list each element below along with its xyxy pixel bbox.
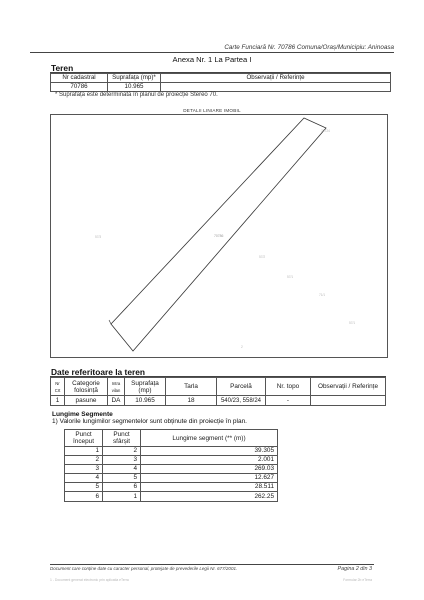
footer-divider (50, 564, 374, 565)
cell-end: 5 (103, 474, 141, 483)
table-row (65, 447, 278, 456)
sketch-title: DETALII LINIARE IMOBIL (183, 108, 241, 113)
cell-intra-vilan: DA (108, 396, 125, 406)
cell-start: 4 (65, 474, 103, 483)
col-observatii-ref: Observații / Referințe (311, 378, 386, 396)
footer-bottom-right: Formular 2b eTerra (343, 578, 372, 582)
parcel-sketch (50, 114, 388, 358)
footer-bottom-left: 1 - Document generat electronic prin aplicatia eTerra (50, 578, 129, 582)
cell-length: 28.511 (141, 483, 278, 492)
page-number: Pagina 2 din 3 (337, 566, 372, 572)
faint-label: 57/1 (287, 275, 294, 279)
header-title: Carte Funciară Nr. 70786 Comuna/Oraș/Municipiu: Aninoasa (224, 44, 394, 51)
segmente-subtitle: 1) Valorile lungimilor segmentelor sunt obținute din proiecție în plan. (52, 418, 247, 425)
teren-title: Teren (51, 63, 74, 73)
col-suprafata: Suprafața (mp)* (108, 74, 161, 83)
parcel-label: 70786 (214, 234, 224, 238)
faint-label: 2 (241, 345, 243, 349)
cell-end: 3 (103, 456, 141, 465)
col-observatii: Observații / Referințe (161, 74, 391, 83)
cell-suprafata: 10.965 (108, 83, 161, 92)
table-row (51, 83, 391, 92)
annex-title: Anexa Nr. 1 La Partea I (172, 55, 252, 64)
cell-length: 269.03 (141, 465, 278, 474)
cell-suprafata: 10.965 (125, 396, 166, 406)
col-nr-cadastral: Nr cadastral (51, 74, 108, 83)
cell-nr-crt: 1 (51, 396, 65, 406)
cell-parcela: 540/23, 558/24 (217, 396, 266, 406)
col-parcela: Parcelă (217, 378, 266, 396)
faint-label: 71/1 (319, 293, 326, 297)
date-teren-title: Date referitoare la teren (51, 367, 146, 377)
cell-observatii (311, 396, 386, 406)
cell-nr-topo: - (266, 396, 311, 406)
cell-categorie: pasune (65, 396, 108, 406)
segmente-table (64, 429, 278, 502)
col-nr-crt: Nr Crt (54, 380, 61, 393)
faint-label: 57/2 (259, 255, 266, 259)
cell-length: 2.001 (141, 456, 278, 465)
cell-observatii (161, 83, 391, 92)
cell-nr-cadastral: 70786 (51, 83, 108, 92)
cell-start: 2 (65, 456, 103, 465)
table-row (65, 483, 278, 492)
cell-length: 39.305 (141, 447, 278, 456)
cell-end: 6 (103, 483, 141, 492)
faint-label: 57/3 (95, 235, 102, 239)
table-row (65, 474, 278, 483)
col-nr-topo: Nr. topo (266, 378, 311, 396)
table-row (65, 465, 278, 474)
table-row (65, 430, 278, 447)
parcel-drawing (51, 115, 387, 357)
cell-length: 262.25 (141, 492, 278, 501)
col-tarla: Tarla (166, 378, 217, 396)
col-punct-inceput: Punct început (65, 430, 103, 447)
col-lungime: Lungime segment (** (m)) (141, 430, 278, 447)
teren-table (50, 73, 391, 92)
cell-end: 4 (103, 465, 141, 474)
col-intra-vilan: Intra vilan (111, 380, 121, 393)
footer-disclaimer: Document care conține date cu caracter personal, protejate de prevederile Legii Nr. 677/2001. (50, 566, 238, 571)
table-row (65, 456, 278, 465)
cell-start: 5 (65, 483, 103, 492)
table-row (51, 378, 386, 396)
col-categorie: Categorie folosință (65, 378, 108, 396)
segmente-title: Lungime Segmente (52, 411, 113, 418)
table-row (51, 74, 391, 83)
table-row (65, 492, 278, 501)
cell-length: 12.627 (141, 474, 278, 483)
faint-label: 57/1 (349, 321, 356, 325)
table-row (51, 396, 386, 406)
col-suprafata-mp: Suprafața (mp) (125, 378, 166, 396)
suprafata-note: * Suprafața este determinată în planul de proiecție Stereo 70. (55, 92, 218, 98)
col-punct-sfarsit: Punct sfârșit (103, 430, 141, 447)
cell-start: 6 (65, 492, 103, 501)
cell-start: 3 (65, 465, 103, 474)
date-teren-table (50, 377, 386, 406)
cell-start: 1 (65, 447, 103, 456)
cell-end: 2 (103, 447, 141, 456)
cell-end: 1 (103, 492, 141, 501)
cell-tarla: 18 (166, 396, 217, 406)
faint-label: 70724 (321, 129, 330, 133)
header-divider (30, 52, 394, 53)
